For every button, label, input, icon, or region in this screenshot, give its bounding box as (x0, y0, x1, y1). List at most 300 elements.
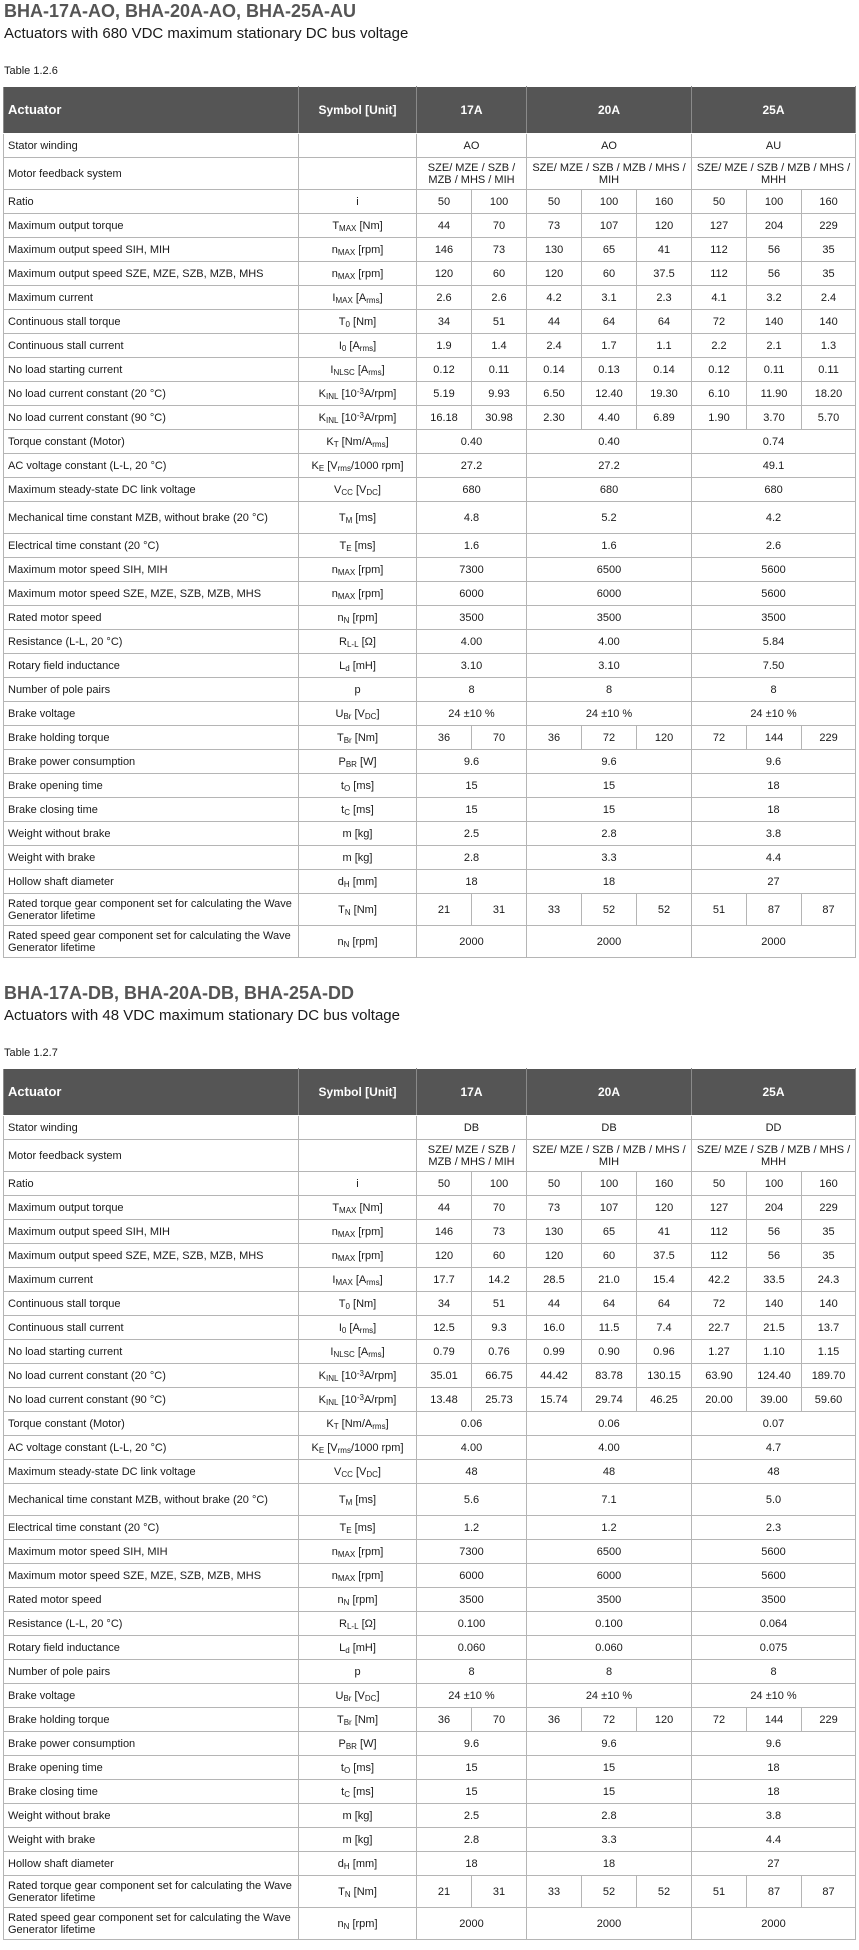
value-cell: 21.0 (582, 1268, 637, 1292)
row-label: Resistance (L-L, 20 °C) (4, 1612, 299, 1636)
value-cell: 0.12 (692, 358, 747, 382)
value-25a: 48 (692, 1460, 856, 1484)
value-20a: 8 (527, 678, 692, 702)
value-cell: 1.15 (802, 1340, 856, 1364)
row-label: Maximum output speed SIH, MIH (4, 1220, 299, 1244)
value-cell: 124.40 (747, 1364, 802, 1388)
value-cell: 73 (472, 238, 527, 262)
table-row (4, 1780, 856, 1804)
value-cell: 59.60 (802, 1388, 856, 1412)
table-row (4, 1116, 856, 1140)
row-label: Maximum output torque (4, 214, 299, 238)
table-row (4, 334, 856, 358)
value-cell: 0.13 (582, 358, 637, 382)
row-label: Brake power consumption (4, 1732, 299, 1756)
table-row (4, 1804, 856, 1828)
header-actuator: Actuator (4, 1069, 299, 1116)
row-label: Continuous stall current (4, 1316, 299, 1340)
row-label: Brake closing time (4, 798, 299, 822)
value-cell: 144 (747, 726, 802, 750)
table-row (4, 798, 856, 822)
value-cell: 30.98 (472, 406, 527, 430)
row-symbol: $T_{MAX}$ [Nm] (299, 214, 417, 238)
value-cell: 36 (417, 726, 472, 750)
value-cell: 1.7 (582, 334, 637, 358)
table-row (4, 1388, 856, 1412)
value-cell: 72 (692, 726, 747, 750)
value-20a: 3.3 (527, 1828, 692, 1852)
value-cell: 52 (637, 894, 692, 926)
value-cell: 2.30 (527, 406, 582, 430)
value-25a: 27 (692, 1852, 856, 1876)
row-symbol: $I_0$ $[A_{rms}]$ (299, 334, 417, 358)
row-symbol: $t_C$ [ms] (299, 798, 417, 822)
row-symbol: m [kg] (299, 822, 417, 846)
row-symbol: $K_{INL}$ $[10^{-3}A/rpm]$ (299, 1388, 417, 1412)
value-cell: 33 (527, 1876, 582, 1908)
value-cell: 50 (527, 190, 582, 214)
value-17a: SZE/ MZE / SZB / MZB / MHS / MIH (417, 1140, 527, 1172)
table-row (4, 1660, 856, 1684)
value-17a: 9.6 (417, 750, 527, 774)
value-25a: 0.064 (692, 1612, 856, 1636)
row-label: Torque constant (Motor) (4, 430, 299, 454)
value-25a: 3.8 (692, 822, 856, 846)
row-symbol: $n_{MAX}$ [rpm] (299, 238, 417, 262)
value-cell: 70 (472, 1708, 527, 1732)
row-symbol: $n_N$ [rpm] (299, 1588, 417, 1612)
value-cell: 52 (637, 1876, 692, 1908)
row-label: Maximum steady-state DC link voltage (4, 478, 299, 502)
row-symbol: p (299, 1660, 417, 1684)
row-label: Brake voltage (4, 1684, 299, 1708)
row-label: Rotary field inductance (4, 1636, 299, 1660)
value-25a: 0.07 (692, 1412, 856, 1436)
value-25a: 3500 (692, 1588, 856, 1612)
row-label: AC voltage constant (L-L, 20 °C) (4, 1436, 299, 1460)
table-row (4, 654, 856, 678)
value-cell: 4.40 (582, 406, 637, 430)
value-cell: 35 (802, 238, 856, 262)
row-symbol: $K_E$ [$V_{rms}/1000$ rpm] (299, 454, 417, 478)
row-label: Ratio (4, 190, 299, 214)
row-symbol: m [kg] (299, 1804, 417, 1828)
value-cell: 204 (747, 1196, 802, 1220)
value-cell: 15.4 (637, 1268, 692, 1292)
row-label: Maximum output speed SIH, MIH (4, 238, 299, 262)
row-symbol: $K_{INL}$ $[10^{-3}A/rpm]$ (299, 1364, 417, 1388)
row-symbol: $I_0$ $[A_{rms}]$ (299, 1316, 417, 1340)
row-label: Stator winding (4, 134, 299, 158)
value-cell: 52 (582, 1876, 637, 1908)
value-25a: 4.4 (692, 846, 856, 870)
value-cell: 64 (582, 1292, 637, 1316)
table-row (4, 1708, 856, 1732)
value-25a: SZE/ MZE / SZB / MZB / MHS / MHH (692, 158, 856, 190)
value-cell: 35 (802, 1220, 856, 1244)
value-cell: 33.5 (747, 1268, 802, 1292)
value-25a: 9.6 (692, 750, 856, 774)
value-cell: 107 (582, 1196, 637, 1220)
table-row (4, 846, 856, 870)
value-cell: 41 (637, 238, 692, 262)
value-cell: 160 (637, 1172, 692, 1196)
row-label: Maximum motor speed SIH, MIH (4, 1540, 299, 1564)
value-25a: 8 (692, 678, 856, 702)
value-cell: 14.2 (472, 1268, 527, 1292)
row-symbol: $n_N$ [rpm] (299, 606, 417, 630)
row-symbol: $L_d$ [mH] (299, 1636, 417, 1660)
row-label: Continuous stall torque (4, 1292, 299, 1316)
value-cell: 60 (472, 262, 527, 286)
value-17a: 3.10 (417, 654, 527, 678)
row-symbol: $T_N$ [Nm] (299, 1876, 417, 1908)
value-20a: 5.2 (527, 502, 692, 534)
row-symbol: $n_{MAX}$ [rpm] (299, 262, 417, 286)
table-row (4, 1588, 856, 1612)
value-cell: 229 (802, 726, 856, 750)
row-label: Hollow shaft diameter (4, 1852, 299, 1876)
table-row (4, 478, 856, 502)
table-row (4, 1732, 856, 1756)
value-25a: 5.0 (692, 1484, 856, 1516)
table-row (4, 1316, 856, 1340)
row-label: Rated speed gear component set for calculating the Wave Generator lifetime (4, 1908, 299, 1940)
value-cell: 127 (692, 1196, 747, 1220)
value-cell: 17.7 (417, 1268, 472, 1292)
value-20a: 6500 (527, 558, 692, 582)
table-row (4, 502, 856, 534)
row-symbol: $K_{INL}$ $[10^{-3}A/rpm]$ (299, 406, 417, 430)
value-cell: 0.99 (527, 1340, 582, 1364)
row-symbol: $I_{MAX}$ $[A_{rms}]$ (299, 1268, 417, 1292)
value-cell: 120 (637, 1708, 692, 1732)
header-17a: 17A (417, 1069, 527, 1116)
row-symbol: $t_O$ [ms] (299, 774, 417, 798)
value-cell: 44 (527, 310, 582, 334)
value-17a: 2.8 (417, 846, 527, 870)
value-25a: 680 (692, 478, 856, 502)
value-20a: 0.060 (527, 1636, 692, 1660)
value-17a: 6000 (417, 582, 527, 606)
row-symbol: $L_d$ [mH] (299, 654, 417, 678)
value-cell: 127 (692, 214, 747, 238)
value-17a: 15 (417, 1780, 527, 1804)
value-cell: 107 (582, 214, 637, 238)
row-symbol: $I_{NLSC}$ $[A_{rms}]$ (299, 358, 417, 382)
table-row (4, 702, 856, 726)
row-symbol: $n_N$ [rpm] (299, 1908, 417, 1940)
value-25a: 3500 (692, 606, 856, 630)
value-cell: 87 (802, 894, 856, 926)
value-cell: 60 (472, 1244, 527, 1268)
row-symbol: $P_{BR}$ [W] (299, 1732, 417, 1756)
table-row (4, 1540, 856, 1564)
value-cell: 70 (472, 1196, 527, 1220)
section-subtitle: Actuators with 48 VDC maximum stationary DC bus voltage (4, 1007, 400, 1024)
value-20a: 27.2 (527, 454, 692, 478)
row-symbol: i (299, 190, 417, 214)
value-cell: 4.1 (692, 286, 747, 310)
value-cell: 2.1 (747, 334, 802, 358)
value-cell: 37.5 (637, 1244, 692, 1268)
value-17a: 8 (417, 1660, 527, 1684)
value-cell: 229 (802, 1196, 856, 1220)
row-label: Weight with brake (4, 1828, 299, 1852)
table-row (4, 1172, 856, 1196)
section-subtitle: Actuators with 680 VDC maximum stationary DC bus voltage (4, 25, 409, 42)
table-row (4, 430, 856, 454)
value-17a: 4.00 (417, 1436, 527, 1460)
value-cell: 50 (692, 190, 747, 214)
table-row (4, 1684, 856, 1708)
row-label: Mechanical time constant MZB, without brake (20 °C) (4, 502, 299, 534)
header-20a: 20A (527, 1069, 692, 1116)
value-17a: 1.2 (417, 1516, 527, 1540)
value-cell: 0.12 (417, 358, 472, 382)
value-20a: 15 (527, 798, 692, 822)
value-cell: 56 (747, 238, 802, 262)
value-cell: 112 (692, 238, 747, 262)
value-25a: 27 (692, 870, 856, 894)
table-row (4, 630, 856, 654)
table-row (4, 726, 856, 750)
value-20a: 1.2 (527, 1516, 692, 1540)
row-label: No load current constant (90 °C) (4, 406, 299, 430)
value-cell: 112 (692, 1220, 747, 1244)
row-label: Number of pole pairs (4, 1660, 299, 1684)
value-25a: 2.6 (692, 534, 856, 558)
value-20a: SZE/ MZE / SZB / MZB / MHS / MIH (527, 158, 692, 190)
value-cell: 51 (472, 310, 527, 334)
value-25a: 5600 (692, 582, 856, 606)
value-cell: 65 (582, 1220, 637, 1244)
row-label: Stator winding (4, 1116, 299, 1140)
table-header (4, 87, 856, 134)
value-25a: 4.4 (692, 1828, 856, 1852)
value-cell: 87 (802, 1876, 856, 1908)
value-cell: 35 (802, 262, 856, 286)
row-symbol: $V_{CC}$ $[V_{DC}]$ (299, 478, 417, 502)
value-cell: 0.11 (747, 358, 802, 382)
value-cell: 41 (637, 1220, 692, 1244)
value-25a: 5600 (692, 1564, 856, 1588)
value-cell: 35.01 (417, 1364, 472, 1388)
value-cell: 36 (417, 1708, 472, 1732)
value-cell: 160 (802, 190, 856, 214)
value-cell: 140 (802, 1292, 856, 1316)
row-label: Rated motor speed (4, 1588, 299, 1612)
value-cell: 70 (472, 214, 527, 238)
value-cell: 16.18 (417, 406, 472, 430)
row-label: Maximum motor speed SZE, MZE, SZB, MZB, MHS (4, 582, 299, 606)
value-cell: 64 (582, 310, 637, 334)
value-cell: 0.79 (417, 1340, 472, 1364)
value-cell: 64 (637, 1292, 692, 1316)
value-cell: 1.4 (472, 334, 527, 358)
value-cell: 44.42 (527, 1364, 582, 1388)
value-cell: 112 (692, 1244, 747, 1268)
value-17a: DB (417, 1116, 527, 1140)
section-title: BHA-17A-AO, BHA-20A-AO, BHA-25A-AU (4, 1, 357, 21)
row-symbol: p (299, 678, 417, 702)
value-25a: 5.84 (692, 630, 856, 654)
value-cell: 0.76 (472, 1340, 527, 1364)
value-cell: 56 (747, 1244, 802, 1268)
value-cell: 51 (692, 1876, 747, 1908)
value-cell: 28.5 (527, 1268, 582, 1292)
row-symbol (299, 134, 417, 158)
table-row (4, 1412, 856, 1436)
value-cell: 0.14 (527, 358, 582, 382)
table-row (4, 1484, 856, 1516)
value-20a: 6500 (527, 1540, 692, 1564)
row-label: Rated torque gear component set for calculating the Wave Generator lifetime (4, 1876, 299, 1908)
value-cell: 0.14 (637, 358, 692, 382)
value-cell: 160 (802, 1172, 856, 1196)
value-cell: 66.75 (472, 1364, 527, 1388)
table-row (4, 310, 856, 334)
value-cell: 87 (747, 894, 802, 926)
value-cell: 60 (582, 262, 637, 286)
value-cell: 64 (637, 310, 692, 334)
value-cell: 11.90 (747, 382, 802, 406)
value-cell: 140 (747, 310, 802, 334)
value-20a: SZE/ MZE / SZB / MZB / MHS / MIH (527, 1140, 692, 1172)
value-cell: 112 (692, 262, 747, 286)
row-symbol: $n_N$ [rpm] (299, 926, 417, 958)
value-20a: 15 (527, 1756, 692, 1780)
value-cell: 36 (527, 726, 582, 750)
value-17a: 3500 (417, 606, 527, 630)
value-17a: 15 (417, 1756, 527, 1780)
value-20a: 3500 (527, 606, 692, 630)
value-cell: 2.2 (692, 334, 747, 358)
value-cell: 100 (472, 1172, 527, 1196)
row-symbol: $T_M$ [ms] (299, 1484, 417, 1516)
value-20a: DB (527, 1116, 692, 1140)
value-cell: 130.15 (637, 1364, 692, 1388)
value-25a: 2000 (692, 1908, 856, 1940)
value-17a: 7300 (417, 558, 527, 582)
header-actuator: Actuator (4, 87, 299, 134)
value-cell: 44 (417, 1196, 472, 1220)
table-row (4, 926, 856, 958)
value-20a: 3.3 (527, 846, 692, 870)
value-20a: 6000 (527, 582, 692, 606)
value-20a: 0.100 (527, 1612, 692, 1636)
table-row (4, 1852, 856, 1876)
row-symbol: $T_N$ [Nm] (299, 894, 417, 926)
value-25a: 7.50 (692, 654, 856, 678)
value-17a: 18 (417, 870, 527, 894)
table-row (4, 1364, 856, 1388)
value-cell: 1.9 (417, 334, 472, 358)
value-cell: 6.10 (692, 382, 747, 406)
row-symbol: m [kg] (299, 846, 417, 870)
value-cell: 72 (692, 1708, 747, 1732)
row-label: Hollow shaft diameter (4, 870, 299, 894)
table-row (4, 382, 856, 406)
table-row (4, 358, 856, 382)
table-row (4, 534, 856, 558)
table-row (4, 1756, 856, 1780)
value-17a: 0.40 (417, 430, 527, 454)
row-label: Maximum motor speed SIH, MIH (4, 558, 299, 582)
value-17a: 24 ±10 % (417, 702, 527, 726)
value-20a: 24 ±10 % (527, 1684, 692, 1708)
header-17a: 17A (417, 87, 527, 134)
value-cell: 5.70 (802, 406, 856, 430)
table-row (4, 750, 856, 774)
row-label: Resistance (L-L, 20 °C) (4, 630, 299, 654)
value-25a: 18 (692, 1756, 856, 1780)
value-cell: 1.1 (637, 334, 692, 358)
row-symbol: $t_O$ [ms] (299, 1756, 417, 1780)
value-cell: 1.27 (692, 1340, 747, 1364)
value-cell: 70 (472, 726, 527, 750)
row-symbol: $I_{NLSC}$ $[A_{rms}]$ (299, 1340, 417, 1364)
spec-table (3, 1068, 856, 1940)
value-cell: 13.48 (417, 1388, 472, 1412)
value-cell: 31 (472, 1876, 527, 1908)
value-cell: 100 (582, 1172, 637, 1196)
table-row (4, 190, 856, 214)
table-row (4, 1196, 856, 1220)
value-17a: 0.060 (417, 1636, 527, 1660)
table-row (4, 286, 856, 310)
table-row (4, 1636, 856, 1660)
value-cell: 11.5 (582, 1316, 637, 1340)
value-cell: 1.90 (692, 406, 747, 430)
value-20a: 2000 (527, 1908, 692, 1940)
value-cell: 229 (802, 1708, 856, 1732)
value-20a: 18 (527, 870, 692, 894)
value-cell: 37.5 (637, 262, 692, 286)
value-cell: 51 (472, 1292, 527, 1316)
value-cell: 18.20 (802, 382, 856, 406)
row-label: Brake holding torque (4, 1708, 299, 1732)
value-cell: 52 (582, 894, 637, 926)
value-25a: 24 ±10 % (692, 1684, 856, 1708)
row-symbol: $K_T$ $[Nm/A_{rms}]$ (299, 430, 417, 454)
value-cell: 6.50 (527, 382, 582, 406)
row-symbol: $n_{MAX}$ [rpm] (299, 582, 417, 606)
value-cell: 2.3 (637, 286, 692, 310)
value-25a: 0.74 (692, 430, 856, 454)
row-symbol: $K_T$ $[Nm/A_{rms}]$ (299, 1412, 417, 1436)
value-17a: 2000 (417, 1908, 527, 1940)
row-symbol: $T_{Br}$ [Nm] (299, 1708, 417, 1732)
value-cell: 1.10 (747, 1340, 802, 1364)
value-25a: 5600 (692, 558, 856, 582)
value-25a: 9.6 (692, 1732, 856, 1756)
value-17a: 7300 (417, 1540, 527, 1564)
value-cell: 21 (417, 894, 472, 926)
table-row (4, 1516, 856, 1540)
value-cell: 2.6 (417, 286, 472, 310)
value-cell: 140 (747, 1292, 802, 1316)
table-row (4, 1436, 856, 1460)
value-cell: 42.2 (692, 1268, 747, 1292)
table-row (4, 1908, 856, 1940)
row-label: Torque constant (Motor) (4, 1412, 299, 1436)
value-25a: 49.1 (692, 454, 856, 478)
row-label: Weight without brake (4, 822, 299, 846)
value-17a: 2.5 (417, 1804, 527, 1828)
table-row (4, 238, 856, 262)
value-17a: 3500 (417, 1588, 527, 1612)
